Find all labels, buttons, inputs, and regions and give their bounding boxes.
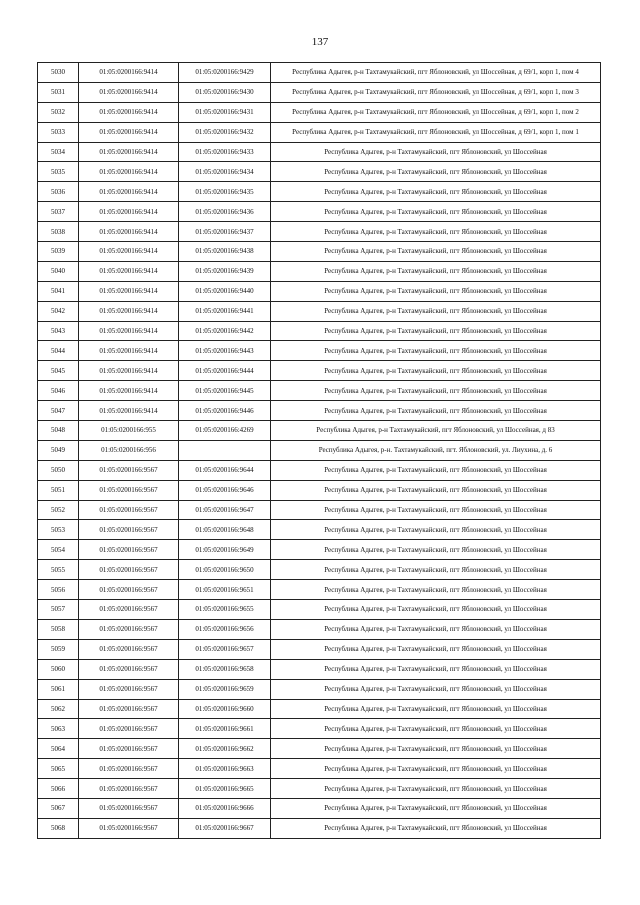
row-number-cell: 5050	[38, 460, 79, 480]
address-cell: Республика Адыгея, р-н Тахтамукайский, пгт Яблоновский, ул Шоссейная, д 69/1, корп 1, пом 2	[271, 102, 601, 122]
address-cell: Республика Адыгея, р-н Тахтамукайский, пгт Яблоновский, ул Шоссейная	[271, 202, 601, 222]
table-row	[38, 341, 601, 361]
parent-cadastral-number-cell: 01:05:0200166:9414	[79, 122, 179, 142]
cadastral-number-cell: 01:05:0200166:9659	[179, 679, 271, 699]
address-cell: Республика Адыгея, р-н Тахтамукайский, пгт Яблоновский, ул Шоссейная	[271, 261, 601, 281]
row-number-cell: 5038	[38, 222, 79, 242]
parent-cadastral-number-cell: 01:05:0200166:955	[79, 421, 179, 441]
parent-cadastral-number-cell: 01:05:0200166:9414	[79, 222, 179, 242]
cadastral-number-cell: 01:05:0200166:9662	[179, 739, 271, 759]
parent-cadastral-number-cell: 01:05:0200166:9567	[79, 540, 179, 560]
address-cell: Республика Адыгея, р-н Тахтамукайский, пгт Яблоновский, ул Шоссейная	[271, 480, 601, 500]
table-row	[38, 361, 601, 381]
row-number-cell: 5052	[38, 500, 79, 520]
cadastral-number-cell: 01:05:0200166:9655	[179, 600, 271, 620]
cadastral-number-cell: 01:05:0200166:9430	[179, 82, 271, 102]
parent-cadastral-number-cell: 01:05:0200166:9567	[79, 600, 179, 620]
cadastral-number-cell: 01:05:0200166:9443	[179, 341, 271, 361]
table-row	[38, 142, 601, 162]
parent-cadastral-number-cell: 01:05:0200166:9414	[79, 102, 179, 122]
table-row	[38, 381, 601, 401]
parent-cadastral-number-cell: 01:05:0200166:9414	[79, 361, 179, 381]
page-number: 137	[311, 36, 329, 48]
address-cell: Республика Адыгея, р-н Тахтамукайский, пгт Яблоновский, ул Шоссейная	[271, 659, 601, 679]
cadastral-number-cell: 01:05:0200166:9647	[179, 500, 271, 520]
row-number-cell: 5031	[38, 82, 79, 102]
row-number-cell: 5053	[38, 520, 79, 540]
parent-cadastral-number-cell: 01:05:0200166:9567	[79, 619, 179, 639]
row-number-cell: 5033	[38, 122, 79, 142]
cadastral-number-cell: 01:05:0200166:9429	[179, 63, 271, 83]
table-row	[38, 102, 601, 122]
row-number-cell: 5045	[38, 361, 79, 381]
cadastral-number-cell: 01:05:0200166:9651	[179, 580, 271, 600]
table-row	[38, 639, 601, 659]
address-cell: Республика Адыгея, р-н Тахтамукайский, пгт Яблоновский, ул Шоссейная	[271, 381, 601, 401]
table-row	[38, 222, 601, 242]
cadastral-number-cell: 01:05:0200166:9667	[179, 818, 271, 838]
address-cell: Республика Адыгея, р-н Тахтамукайский, пгт Яблоновский, ул Шоссейная	[271, 222, 601, 242]
address-cell: Республика Адыгея, р-н Тахтамукайский, пгт Яблоновский, ул Шоссейная	[271, 321, 601, 341]
cadastral-number-cell: 01:05:0200166:9658	[179, 659, 271, 679]
parent-cadastral-number-cell: 01:05:0200166:9414	[79, 63, 179, 83]
parent-cadastral-number-cell: 01:05:0200166:9414	[79, 162, 179, 182]
row-number-cell: 5042	[38, 301, 79, 321]
address-cell: Республика Адыгея, р-н Тахтамукайский, пгт Яблоновский, ул Шоссейная	[271, 560, 601, 580]
table-row	[38, 242, 601, 262]
cadastral-number-cell: 01:05:0200166:9661	[179, 719, 271, 739]
address-cell: Республика Адыгея, р-н Тахтамукайский, пгт Яблоновский, ул Шоссейная	[271, 739, 601, 759]
parent-cadastral-number-cell: 01:05:0200166:9414	[79, 242, 179, 262]
row-number-cell: 5037	[38, 202, 79, 222]
parent-cadastral-number-cell: 01:05:0200166:9567	[79, 460, 179, 480]
table-row	[38, 719, 601, 739]
cadastral-number-cell: 01:05:0200166:9657	[179, 639, 271, 659]
table-row	[38, 520, 601, 540]
row-number-cell: 5035	[38, 162, 79, 182]
row-number-cell: 5048	[38, 421, 79, 441]
address-cell: Республика Адыгея, р-н Тахтамукайский, пгт Яблоновский, ул Шоссейная	[271, 600, 601, 620]
row-number-cell: 5056	[38, 580, 79, 600]
address-cell: Республика Адыгея, р-н Тахтамукайский, пгт Яблоновский, ул Шоссейная	[271, 759, 601, 779]
row-number-cell: 5060	[38, 659, 79, 679]
parent-cadastral-number-cell: 01:05:0200166:9567	[79, 739, 179, 759]
cadastral-number-cell: 01:05:0200166:9444	[179, 361, 271, 381]
table-row	[38, 421, 601, 441]
parent-cadastral-number-cell: 01:05:0200166:9567	[79, 659, 179, 679]
cadastral-number-cell: 01:05:0200166:9433	[179, 142, 271, 162]
row-number-cell: 5030	[38, 63, 79, 83]
table-row	[38, 480, 601, 500]
cadastral-number-cell: 01:05:0200166:9665	[179, 779, 271, 799]
cadastral-number-cell: 01:05:0200166:9656	[179, 619, 271, 639]
parent-cadastral-number-cell: 01:05:0200166:9567	[79, 639, 179, 659]
table-row	[38, 162, 601, 182]
table-row	[38, 63, 601, 83]
address-cell: Республика Адыгея, р-н Тахтамукайский, пгт Яблоновский, ул Шоссейная	[271, 540, 601, 560]
cadastral-number-cell: 01:05:0200166:9649	[179, 540, 271, 560]
parent-cadastral-number-cell: 01:05:0200166:9414	[79, 321, 179, 341]
row-number-cell: 5043	[38, 321, 79, 341]
row-number-cell: 5059	[38, 639, 79, 659]
parent-cadastral-number-cell: 01:05:0200166:9567	[79, 719, 179, 739]
parent-cadastral-number-cell: 01:05:0200166:9567	[79, 679, 179, 699]
address-cell: Республика Адыгея, р-н Тахтамукайский, пгт Яблоновский, ул Шоссейная	[271, 779, 601, 799]
table-row	[38, 619, 601, 639]
cadastral-number-cell: 01:05:0200166:4269	[179, 421, 271, 441]
table-row	[38, 261, 601, 281]
address-cell: Республика Адыгея, р-н Тахтамукайский, пгт Яблоновский, ул Шоссейная	[271, 719, 601, 739]
table-row	[38, 818, 601, 838]
parent-cadastral-number-cell: 01:05:0200166:9567	[79, 480, 179, 500]
parent-cadastral-number-cell: 01:05:0200166:9414	[79, 202, 179, 222]
row-number-cell: 5040	[38, 261, 79, 281]
address-cell: Республика Адыгея, р-н Тахтамукайский, пгт Яблоновский, ул Шоссейная, д 69/1, корп 1, пом 3	[271, 82, 601, 102]
cadastral-number-cell: 01:05:0200166:9438	[179, 242, 271, 262]
address-cell: Республика Адыгея, р-н Тахтамукайский, пгт Яблоновский, ул Шоссейная, д 69/1, корп 1, пом 1	[271, 122, 601, 142]
parent-cadastral-number-cell: 01:05:0200166:9567	[79, 779, 179, 799]
cadastral-number-cell: 01:05:0200166:9440	[179, 281, 271, 301]
cadastral-number-cell: 01:05:0200166:9436	[179, 202, 271, 222]
address-cell: Республика Адыгея, р-н Тахтамукайский, пгт Яблоновский, ул Шоссейная	[271, 361, 601, 381]
row-number-cell: 5041	[38, 281, 79, 301]
table-row	[38, 440, 601, 460]
table-row	[38, 500, 601, 520]
table-row	[38, 739, 601, 759]
row-number-cell: 5049	[38, 440, 79, 460]
cadastral-number-cell: 01:05:0200166:9437	[179, 222, 271, 242]
table-row	[38, 182, 601, 202]
row-number-cell: 5054	[38, 540, 79, 560]
parent-cadastral-number-cell: 01:05:0200166:9414	[79, 301, 179, 321]
row-number-cell: 5068	[38, 818, 79, 838]
table-row	[38, 321, 601, 341]
address-cell: Республика Адыгея, р-н Тахтамукайский, пгт Яблоновский, ул Шоссейная	[271, 679, 601, 699]
address-cell: Республика Адыгея, р-н Тахтамукайский, пгт Яблоновский, ул Шоссейная	[271, 520, 601, 540]
address-cell: Республика Адыгея, р-н Тахтамукайский, пгт Яблоновский, ул Шоссейная	[271, 639, 601, 659]
table-row	[38, 122, 601, 142]
cadastral-number-cell	[179, 440, 271, 460]
address-cell: Республика Адыгея, р-н Тахтамукайский, пгт Яблоновский, ул Шоссейная	[271, 162, 601, 182]
row-number-cell: 5063	[38, 719, 79, 739]
row-number-cell: 5066	[38, 779, 79, 799]
row-number-cell: 5051	[38, 480, 79, 500]
parent-cadastral-number-cell: 01:05:0200166:9567	[79, 520, 179, 540]
parent-cadastral-number-cell: 01:05:0200166:9414	[79, 82, 179, 102]
cadastral-number-cell: 01:05:0200166:9650	[179, 560, 271, 580]
table-row	[38, 401, 601, 421]
address-cell: Республика Адыгея, р-н Тахтамукайский, пгт Яблоновский, ул Шоссейная	[271, 301, 601, 321]
parent-cadastral-number-cell: 01:05:0200166:9567	[79, 798, 179, 818]
row-number-cell: 5057	[38, 600, 79, 620]
table-row	[38, 460, 601, 480]
cadastral-number-cell: 01:05:0200166:9442	[179, 321, 271, 341]
parent-cadastral-number-cell: 01:05:0200166:9567	[79, 580, 179, 600]
table-row	[38, 659, 601, 679]
table-row	[38, 202, 601, 222]
row-number-cell: 5044	[38, 341, 79, 361]
address-cell: Республика Адыгея, р-н Тахтамукайский, пгт Яблоновский, ул Шоссейная	[271, 580, 601, 600]
cadastral-number-cell: 01:05:0200166:9660	[179, 699, 271, 719]
address-cell: Республика Адыгея, р-н Тахтамукайский, пгт Яблоновский, ул Шоссейная, д 69/1, корп 1, пом 4	[271, 63, 601, 83]
address-cell: Республика Адыгея, р-н Тахтамукайский, пгт Яблоновский, ул Шоссейная	[271, 460, 601, 480]
registry-table	[37, 62, 601, 839]
parent-cadastral-number-cell: 01:05:0200166:9414	[79, 182, 179, 202]
address-cell: Республика Адыгея, р-н Тахтамукайский, пгт Яблоновский, ул Шоссейная	[271, 401, 601, 421]
parent-cadastral-number-cell: 01:05:0200166:9567	[79, 818, 179, 838]
table-row	[38, 798, 601, 818]
row-number-cell: 5034	[38, 142, 79, 162]
address-cell: Республика Адыгея, р-н Тахтамукайский, пгт Яблоновский, ул Шоссейная	[271, 142, 601, 162]
row-number-cell: 5039	[38, 242, 79, 262]
row-number-cell: 5061	[38, 679, 79, 699]
parent-cadastral-number-cell: 01:05:0200166:956	[79, 440, 179, 460]
parent-cadastral-number-cell: 01:05:0200166:9414	[79, 381, 179, 401]
parent-cadastral-number-cell: 01:05:0200166:9567	[79, 759, 179, 779]
table-row	[38, 540, 601, 560]
address-cell: Республика Адыгея, р-н Тахтамукайский, пгт Яблоновский, ул Шоссейная	[271, 341, 601, 361]
parent-cadastral-number-cell: 01:05:0200166:9414	[79, 261, 179, 281]
parent-cadastral-number-cell: 01:05:0200166:9414	[79, 341, 179, 361]
cadastral-number-cell: 01:05:0200166:9446	[179, 401, 271, 421]
address-cell: Республика Адыгея, р-н Тахтамукайский, пгт Яблоновский, ул Шоссейная	[271, 798, 601, 818]
address-cell: Республика Адыгея, р-н Тахтамукайский, пгт Яблоновский, ул Шоссейная	[271, 242, 601, 262]
table-row	[38, 301, 601, 321]
address-cell: Республика Адыгея, р-н Тахтамукайский, пгт Яблоновский, ул Шоссейная	[271, 500, 601, 520]
table-row	[38, 699, 601, 719]
cadastral-number-cell: 01:05:0200166:9441	[179, 301, 271, 321]
table-row	[38, 580, 601, 600]
address-cell: Республика Адыгея, р-н Тахтамукайский, пгт Яблоновский, ул Шоссейная	[271, 619, 601, 639]
address-cell: Республика Адыгея, р-н Тахтамукайский, пгт Яблоновский, ул Шоссейная	[271, 182, 601, 202]
cadastral-number-cell: 01:05:0200166:9648	[179, 520, 271, 540]
cadastral-number-cell: 01:05:0200166:9434	[179, 162, 271, 182]
parent-cadastral-number-cell: 01:05:0200166:9567	[79, 500, 179, 520]
row-number-cell: 5046	[38, 381, 79, 401]
registry-table-body	[38, 63, 601, 839]
cadastral-number-cell: 01:05:0200166:9435	[179, 182, 271, 202]
parent-cadastral-number-cell: 01:05:0200166:9414	[79, 401, 179, 421]
address-cell: Республика Адыгея, р-н. Тахтамукайский, пгт. Яблоновский, ул. Лиухина, д. 6	[271, 440, 601, 460]
row-number-cell: 5062	[38, 699, 79, 719]
address-cell: Республика Адыгея, р-н Тахтамукайский, пгт Яблоновский, ул Шоссейная	[271, 281, 601, 301]
parent-cadastral-number-cell: 01:05:0200166:9567	[79, 699, 179, 719]
address-cell: Республика Адыгея, р-н Тахтамукайский, пгт Яблоновский, ул Шоссейная	[271, 699, 601, 719]
address-cell: Республика Адыгея, р-н Тахтамукайский, пгт Яблоновский, ул Шоссейная, д 83	[271, 421, 601, 441]
cadastral-number-cell: 01:05:0200166:9439	[179, 261, 271, 281]
row-number-cell: 5058	[38, 619, 79, 639]
cadastral-number-cell: 01:05:0200166:9666	[179, 798, 271, 818]
table-row	[38, 759, 601, 779]
address-cell: Республика Адыгея, р-н Тахтамукайский, пгт Яблоновский, ул Шоссейная	[271, 818, 601, 838]
row-number-cell: 5065	[38, 759, 79, 779]
parent-cadastral-number-cell: 01:05:0200166:9567	[79, 560, 179, 580]
row-number-cell: 5047	[38, 401, 79, 421]
parent-cadastral-number-cell: 01:05:0200166:9414	[79, 142, 179, 162]
table-row	[38, 679, 601, 699]
cadastral-number-cell: 01:05:0200166:9431	[179, 102, 271, 122]
row-number-cell: 5067	[38, 798, 79, 818]
row-number-cell: 5032	[38, 102, 79, 122]
table-row	[38, 82, 601, 102]
cadastral-number-cell: 01:05:0200166:9432	[179, 122, 271, 142]
cadastral-number-cell: 01:05:0200166:9644	[179, 460, 271, 480]
row-number-cell: 5036	[38, 182, 79, 202]
table-row	[38, 560, 601, 580]
parent-cadastral-number-cell: 01:05:0200166:9414	[79, 281, 179, 301]
table-row	[38, 281, 601, 301]
cadastral-number-cell: 01:05:0200166:9445	[179, 381, 271, 401]
row-number-cell: 5064	[38, 739, 79, 759]
row-number-cell: 5055	[38, 560, 79, 580]
cadastral-number-cell: 01:05:0200166:9663	[179, 759, 271, 779]
table-row	[38, 779, 601, 799]
table-row	[38, 600, 601, 620]
cadastral-number-cell: 01:05:0200166:9646	[179, 480, 271, 500]
